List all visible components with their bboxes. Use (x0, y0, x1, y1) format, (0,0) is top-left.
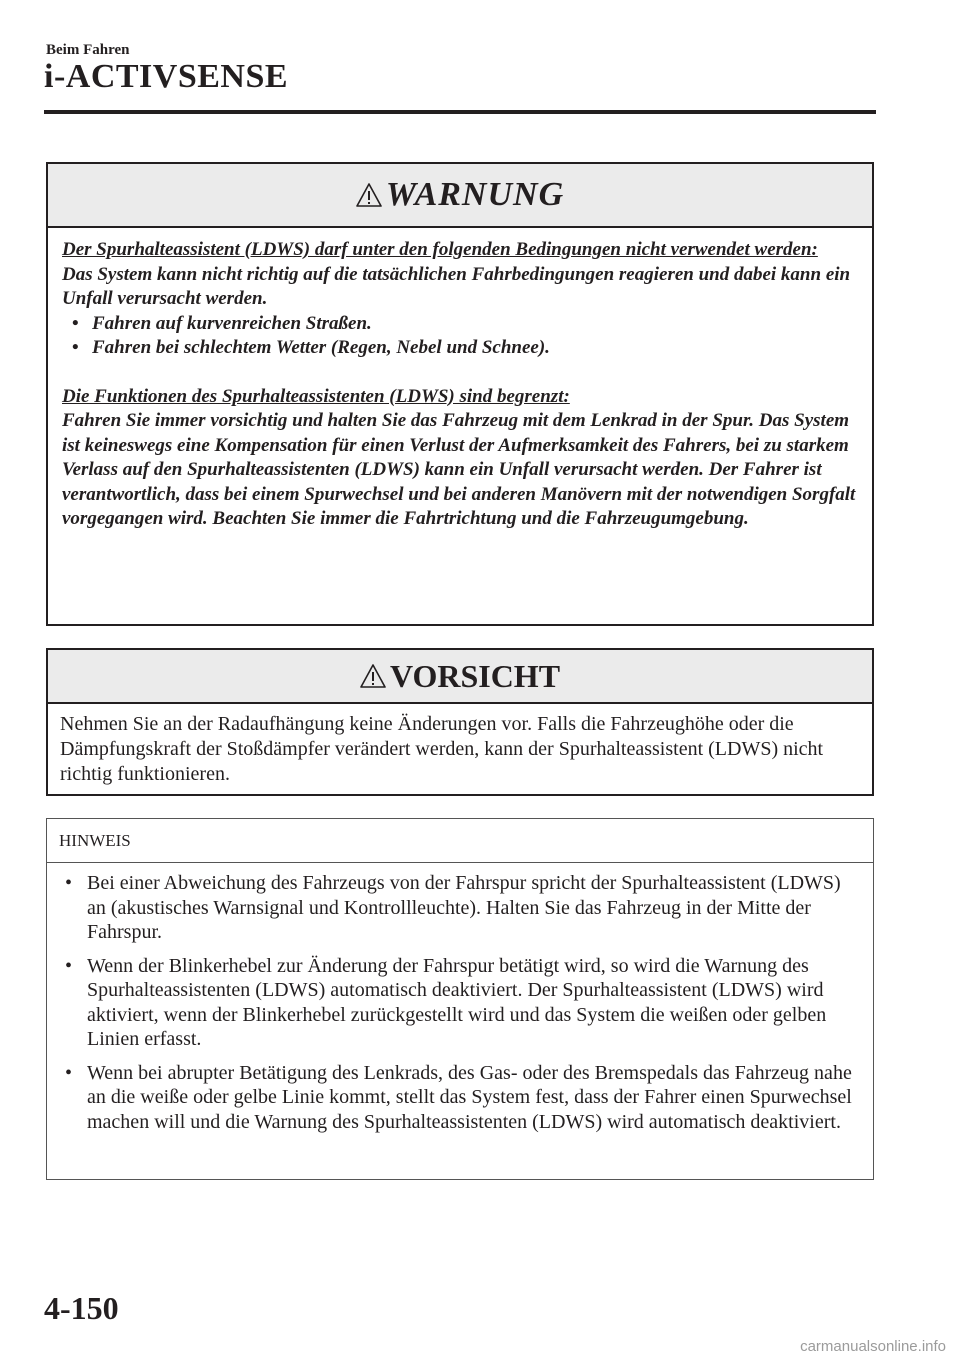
warning-limits-text: Fahren Sie immer vorsichtig und halten Sie das Fahrzeug mit dem Lenkrad in der Spur. Das System ist keineswegs eine Kompensation für einen Verlust der Aufmerksamkeit des Fahrers, bei zu starkem Verlass auf den Spurhalteassistenten (LDWS) kann ein Unfall verursacht werden. Der Fahrer ist verantwortlich, dass bei einem Spurwechsel und bei anderen Manövern mit der notwendigen Sorgfalt vorgegangen wird. Beachten Sie immer die Fahrtrichtung und die Fahrzeugumgebung. (62, 410, 856, 529)
warning-bullet-list (62, 312, 858, 361)
note-heading: HINWEIS (47, 819, 873, 863)
warning-header (48, 164, 872, 228)
list-item: • Wenn bei abrupter Betätigung des Lenkrads, des Gas- oder des Bremspedals das Fahrzeug nahe an die weiße oder gelbe Linie kommt, stellt das System fest, dass der Fahrer einen Spurwechsel machen will und die Warnung des Spurhalteassistenten (LDWS) wird automatisch deaktiviert. (59, 1061, 861, 1135)
warning-limits-heading: Die Funktionen des Spurhalteassistenten (LDWS) sind begrenzt: (62, 385, 570, 407)
note-box (46, 818, 874, 1180)
warning-heading: WARNUNG (385, 176, 565, 213)
warning-box (46, 162, 874, 626)
warning-triangle-icon (356, 182, 382, 208)
caution-header (48, 650, 872, 704)
list-item: • Bei einer Abweichung des Fahrzeugs von der Fahrspur spricht der Spurhalteassistent (LDWS) an (akustisches Warnsignal und Kontrollleuchte). Halten Sie das Fahrzeug in der Mitte der Fahrspur. (59, 871, 861, 945)
warning-intro-text: Das System kann nicht richtig auf die tatsächlichen Fahrbedingungen reagieren und dabei kann ein Unfall verursacht werden. (62, 263, 851, 309)
caution-body (48, 704, 872, 787)
page-number: 4-150 (44, 1290, 119, 1326)
caution-box (46, 648, 874, 796)
warning-body (48, 228, 872, 532)
list-item: • Fahren bei schlechtem Wetter (Regen, Nebel und Schnee). (62, 336, 858, 361)
caution-heading: VORSICHT (389, 657, 561, 694)
watermark: carmanualsonline.info (800, 1338, 946, 1355)
list-item: • Wenn der Blinkerhebel zur Änderung der Fahrspur betätigt wird, so wird die Warnung des Spurhalteassistenten (LDWS) automatisch deaktiviert. Der Spurhalteassistent (LDWS) wird aktiviert, wenn der Blinkerhebel zurückgestellt wird und das System die weißen oder gelben Linien erfasst. (59, 954, 861, 1052)
caution-text: Nehmen Sie an der Radaufhängung keine Änderungen vor. Falls die Fahrzeughöhe oder die Dämpfungskraft der Stoßdämpfer verändert werden, kann der Spurhalteassistent (LDWS) nicht richtig funktionieren. (60, 713, 824, 785)
section-label: Beim Fahren (46, 42, 130, 58)
page-title: i-ACTIVSENSE (44, 58, 289, 95)
title-rule (44, 110, 876, 114)
warning-intro-heading: Der Spurhalteassistent (LDWS) darf unter den folgenden Bedingungen nicht verwendet werden: (62, 239, 818, 260)
warning-triangle-icon (360, 663, 386, 689)
note-list (47, 863, 873, 1134)
list-item: • Fahren auf kurvenreichen Straßen. (62, 312, 858, 337)
